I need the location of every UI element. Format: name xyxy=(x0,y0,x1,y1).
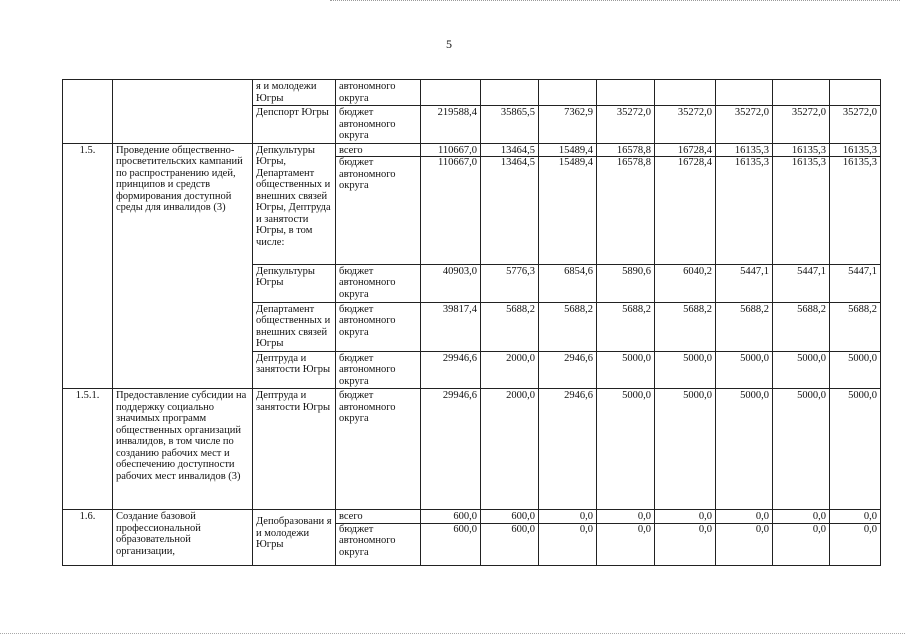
value-cell: 35272,0 xyxy=(655,106,716,144)
item-number-cell: 1.5.1. xyxy=(63,389,113,510)
value-cell: 5688,2 xyxy=(716,302,773,351)
value-cell: 6040,2 xyxy=(655,264,716,302)
source-cell: бюджет автономного округа xyxy=(336,389,421,510)
source-budget-label: бюджет автономного округа xyxy=(336,523,420,559)
source-cell: бюджет автономного округа xyxy=(336,302,421,351)
value-cell: 35272,0 xyxy=(597,106,655,144)
source-cell: бюджет автономного округа xyxy=(336,106,421,144)
value-cell: 5000,0 xyxy=(716,351,773,389)
value-cell: 35272,0 xyxy=(830,106,881,144)
value-cell: 29946,6 xyxy=(421,389,481,510)
source-total-label: всего xyxy=(339,144,363,156)
executor-cell: Депспорт Югры xyxy=(253,106,336,144)
value-cell: 6854,6 xyxy=(539,264,597,302)
value-cell: 5776,3 xyxy=(481,264,539,302)
value-cell: 5688,2 xyxy=(655,302,716,351)
page-number: 5 xyxy=(446,37,452,51)
value-cell: 7362,9 xyxy=(539,106,597,144)
source-budget-label: бюджет автономного округа xyxy=(336,156,420,192)
source-cell xyxy=(336,143,421,264)
value-cell: 5000,0 xyxy=(597,389,655,510)
table-row xyxy=(63,80,881,106)
value-cell: 35272,0 xyxy=(716,106,773,144)
value-cell: 5447,1 xyxy=(773,264,830,302)
item-name-cell: Создание базовой профессиональной образовательной организации, xyxy=(113,510,253,566)
source-cell: бюджет автономного округа xyxy=(336,351,421,389)
value-cell: 5688,2 xyxy=(539,302,597,351)
value-cell: 40903,0 xyxy=(421,264,481,302)
value-cell: 5447,1 xyxy=(716,264,773,302)
executor-cell: Дептруда и занятости Югры xyxy=(253,351,336,389)
executor-cell: Депобразовани я и молодежи Югры xyxy=(253,510,336,566)
value-cell: 5000,0 xyxy=(773,389,830,510)
value-cell: 5688,2 xyxy=(481,302,539,351)
executor-cell: Дептруда и занятости Югры xyxy=(253,389,336,510)
item-number-cell: 1.5. xyxy=(63,143,113,389)
value-cell: 5000,0 xyxy=(830,389,881,510)
item-name-cell: Проведение общественно-просветительских кампаний по распространению идей, принципов и средств формирования доступной среды для инвалидов (3) xyxy=(113,143,253,389)
item-number-cell: 1.6. xyxy=(63,510,113,566)
scan-artifact-top xyxy=(330,0,900,4)
value-cell: 29946,6 xyxy=(421,351,481,389)
value-cell: 5000,0 xyxy=(830,351,881,389)
source-cell: бюджет автономного округа xyxy=(336,264,421,302)
scan-artifact-bottom xyxy=(0,633,905,638)
item-name-cell: Предоставление субсидии на поддержку социально значимых программ общественных организаций инвалидов, в том числе по созданию рабочих мест и обеспечению доступности рабочих мест инвалидов (3) xyxy=(113,389,253,510)
executor-cell: Депкультуры Югры xyxy=(253,264,336,302)
source-cell xyxy=(336,510,421,566)
value-cell: 5688,2 xyxy=(597,302,655,351)
value-cell: 35865,5 xyxy=(481,106,539,144)
value-cell: 2946,6 xyxy=(539,389,597,510)
value-cell: 2000,0 xyxy=(481,389,539,510)
value-cell: 5000,0 xyxy=(597,351,655,389)
value-cell: 35272,0 xyxy=(773,106,830,144)
value-cell: 2946,6 xyxy=(539,351,597,389)
value-cell: 5000,0 xyxy=(773,351,830,389)
value-cell: 5890,6 xyxy=(597,264,655,302)
value-cell: 5000,0 xyxy=(655,389,716,510)
executor-cell: Депкультуры Югры, Департамент общественных и внешних связей Югры, Дептруда и занятости Югры, в том числе: xyxy=(253,143,336,264)
value-cell: 5447,1 xyxy=(830,264,881,302)
item-name-cell xyxy=(113,80,253,144)
item-number-cell xyxy=(63,80,113,144)
value-cell: 5688,2 xyxy=(830,302,881,351)
table-row: 1.6. Создание базовой профессиональной образовательной организации, Депобразовани я и молодежи Югры всего бюджет автономного округа 600,0 600,0 600,0 600,0 0,0 0,0 0,0 0,0 0,0 0,0 0,0 0,0 0,0 0,0 0,0 0,0 xyxy=(63,510,881,566)
value-cell: 5000,0 xyxy=(655,351,716,389)
executor-cell: я и молодежи Югры xyxy=(253,80,336,106)
source-total-label: всего xyxy=(339,511,363,522)
value-cell: 39817,4 xyxy=(421,302,481,351)
value-cell: 5688,2 xyxy=(773,302,830,351)
value-cell: 219588,4 xyxy=(421,106,481,144)
executor-cell: Департамент общественных и внешних связей Югры xyxy=(253,302,336,351)
source-cell: автономного округа xyxy=(336,80,421,106)
value-cell: 5000,0 xyxy=(716,389,773,510)
program-funding-table xyxy=(62,79,881,566)
table-row xyxy=(63,389,881,510)
table-row: 1.5. Проведение общественно-просветительских кампаний по распространению идей, принципов и средств формирования доступной среды для инвалидов (3) Депкультуры Югры, Департамент общественных и внешних связей Югры, Дептруда и занятости Югры, в том числе: всего бюджет автономного округа 110667,0 110667,0 13464,5 13464,5 15489,4 15489,4 16578,8 16578,8 16728,4 16728,4 16135,3 16135,3 16135,3 16135,3 16135,3 16135,3 xyxy=(63,143,881,264)
value-cell: 2000,0 xyxy=(481,351,539,389)
